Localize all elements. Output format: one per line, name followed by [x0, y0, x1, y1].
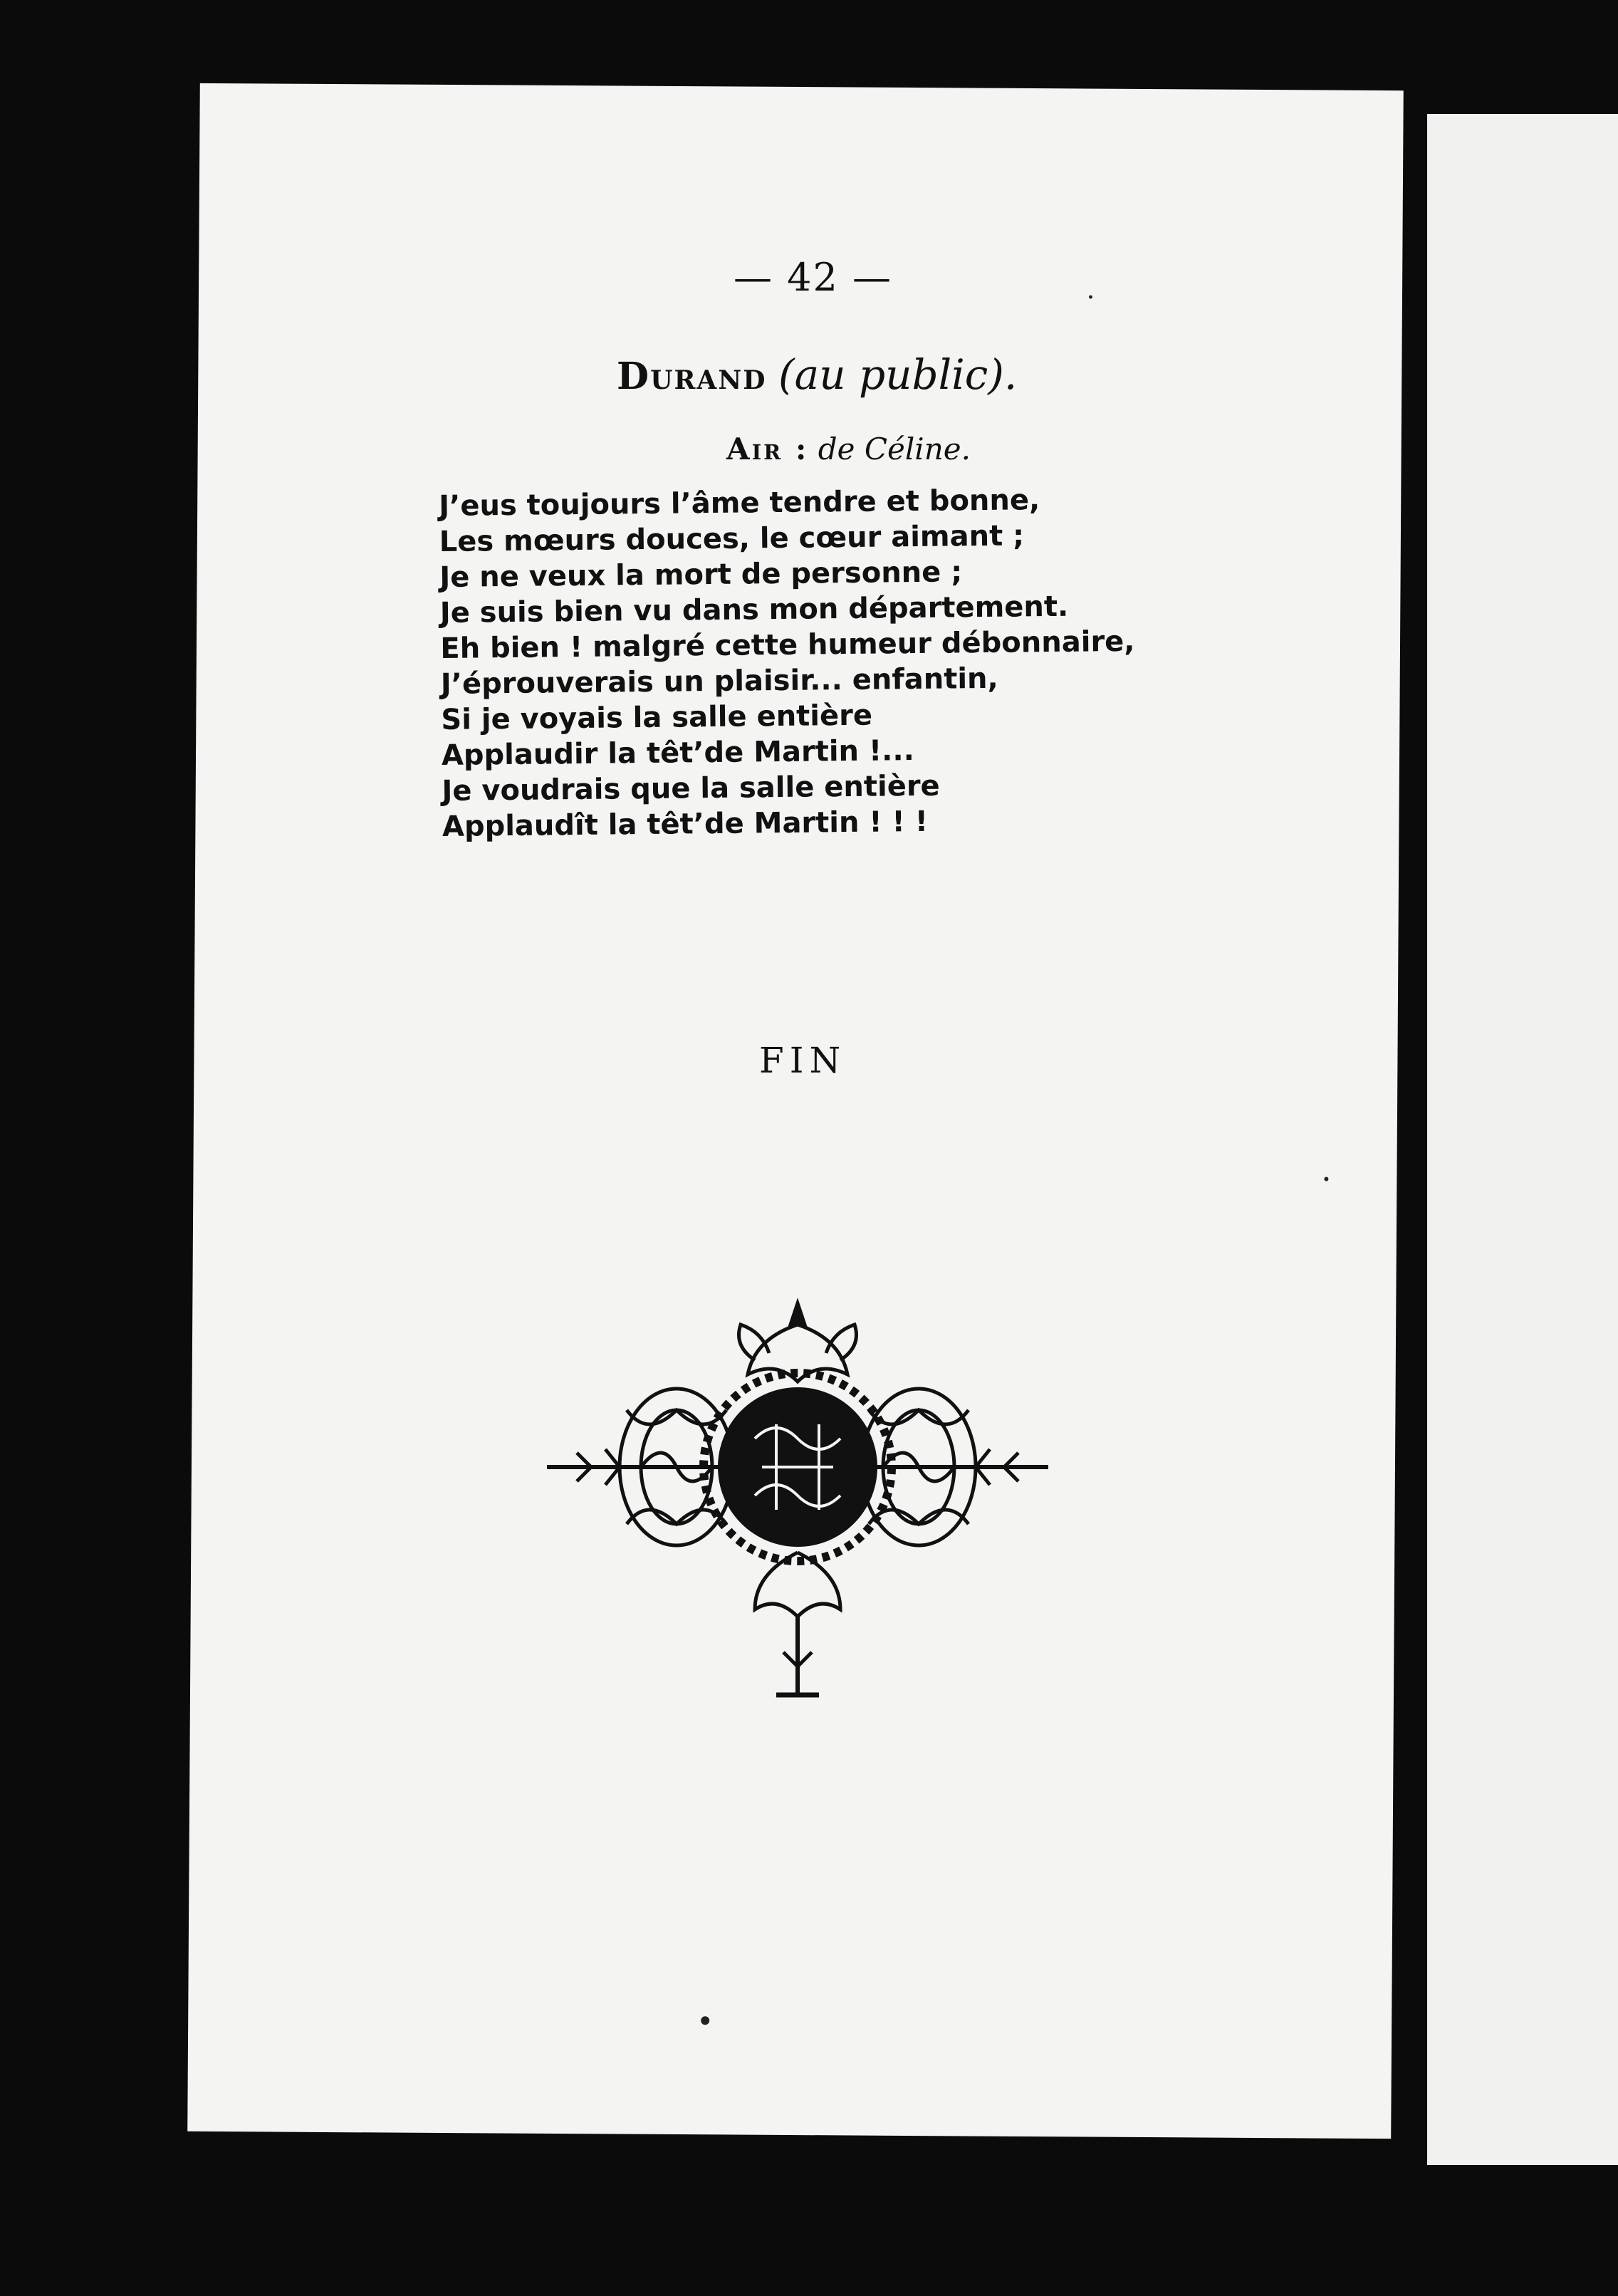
- stage-direction: (au public).: [778, 350, 1018, 399]
- verse-line: J’eus toujours l’âme tendre et bonne,: [439, 484, 1040, 523]
- tune-indication: [726, 432, 971, 466]
- verse-line: Si je voyais la salle entière: [441, 699, 873, 736]
- song-verse: [439, 481, 1137, 845]
- verse-line: J’éprouverais un plaisir... enfantin,: [440, 662, 998, 701]
- air-label: Air :: [726, 432, 809, 466]
- verse-line: Je voudrais que la salle entière: [442, 769, 940, 808]
- verse-line: Eh bien ! malgré cette humeur débonnaire,: [440, 625, 1135, 665]
- verse-line: Applaudît la têt’de Martin ! ! !: [442, 805, 929, 843]
- air-tune: de Céline.: [818, 432, 971, 466]
- verse-line: Applaudir la têt’de Martin !...: [441, 734, 915, 772]
- ink-speck: [1089, 295, 1092, 298]
- verse-line: Les mœurs douces, le cœur aimant ;: [439, 519, 1025, 558]
- page-gutter: [1409, 107, 1421, 2158]
- floral-vignette-icon: [541, 1296, 1054, 1716]
- ink-speck: [701, 2016, 709, 2025]
- ink-speck: [1324, 1177, 1328, 1181]
- end-mark: FIN: [759, 1040, 847, 1081]
- verse-line: Je suis bien vu dans mon département.: [439, 590, 1069, 630]
- verse-line: Je ne veux la mort de personne ;: [439, 555, 963, 594]
- speaker-line: [617, 350, 1017, 399]
- speaker-name: Durand: [617, 355, 767, 398]
- page-number: — 42 —: [734, 255, 893, 300]
- facing-page-edge: [1427, 114, 1618, 2165]
